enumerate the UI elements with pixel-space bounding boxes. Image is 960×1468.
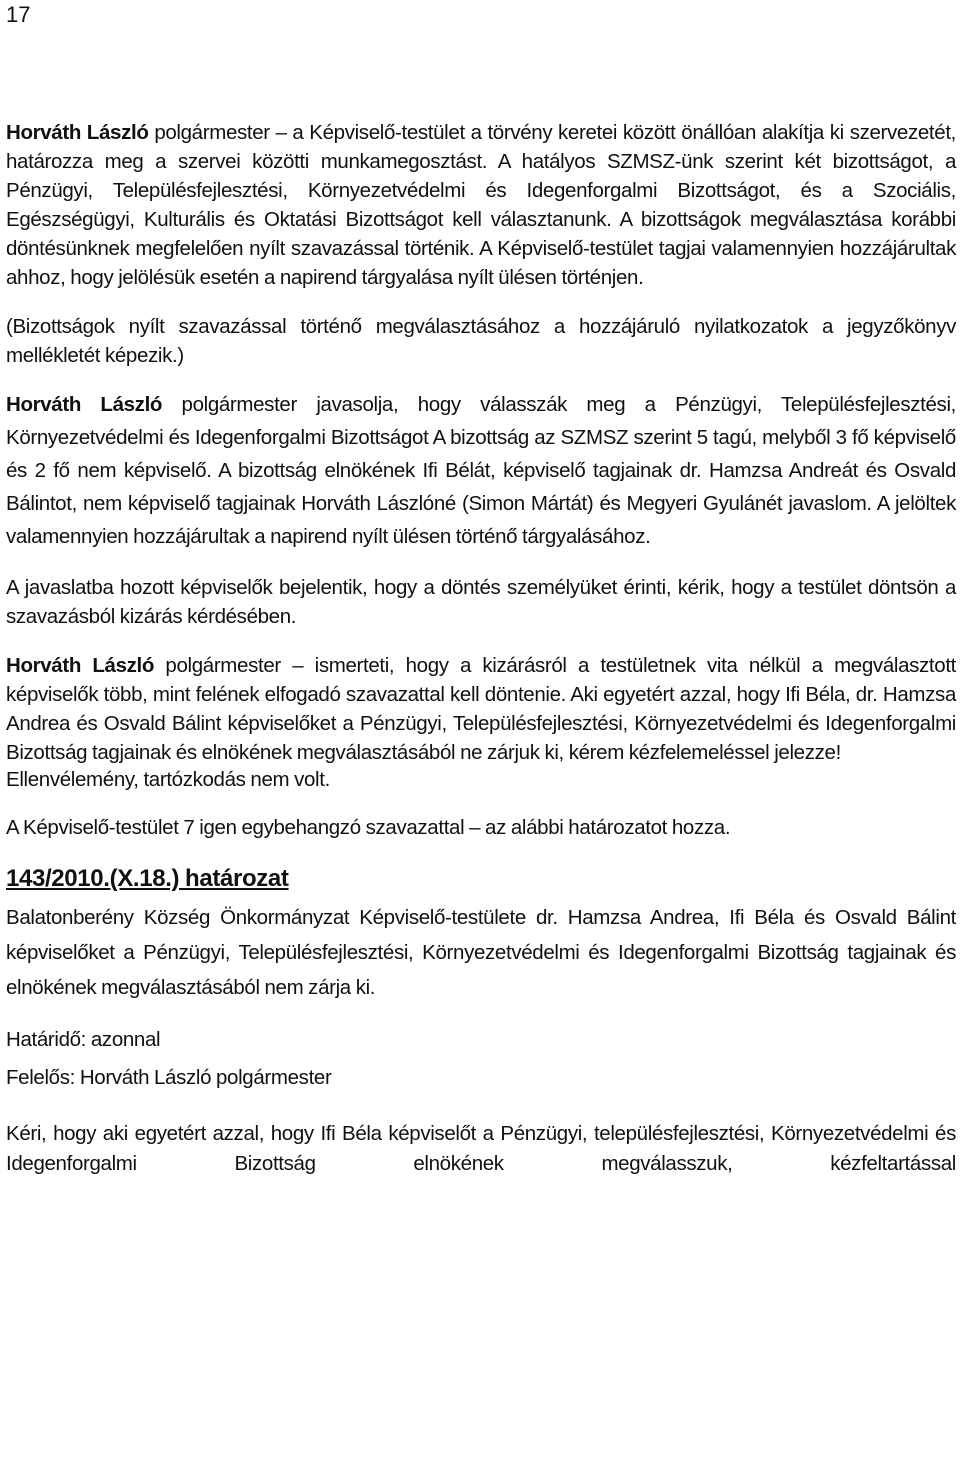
exclusion-explanation-text: polgármester – ismerteti, hogy a kizárásról a testületnek vita nélkül a megválasztott képviselők több, mint felének elfogadó szavazattal kell döntenie. Aki egyetért azzal, hogy Ifi Béla, dr. Hamzsa Andrea és Osvald Bálint képviselőket a Pénzügyi, Településfejlesztési, Környezetvédelmi és Idegenforgalmi Bizottság tagjainak és elnökének megválasztásából ne zárjuk ki, kérem kézfelemeléssel jelezze! (6, 654, 957, 764)
deadline-line: Határidő: azonnal (6, 1028, 161, 1051)
proposal-text: polgármester javasolja, hogy válasszák meg a Pénzügyi, Településfejlesztési, Környezetvédelmi és Idegenforgalmi Bizottságot A bizottság az SZMSZ szerint 5 tagú, melyből 3 fő képviselő és 2 fő nem képviselő. A bizottság elnökének Ifi Bélát, képviselő tagjainak dr. Hamzsa Andreát és Osvald Bálintot, nem képviselő tagjainak Horváth Lászlóné (Simon Mártát) és Megyeri Gyulánét javaslom. A jelöltek valamennyien hozzájárultak a napirend nyílt ülésen történő tárgyalásához. (6, 393, 956, 548)
document-body (6, 118, 956, 1179)
exclusion-explanation-paragraph (6, 651, 956, 767)
annex-note-paragraph: (Bizottságok nyílt szavazással történő megválasztásához a hozzájáruló nyilatkozatok a jegyzőkönyv mellékletét képezik.) (6, 315, 956, 367)
proposal-paragraph (6, 388, 956, 553)
page-number: 17 (6, 2, 31, 27)
speaker-name: Horváth László (6, 654, 155, 677)
speaker-name: Horváth László (6, 121, 149, 144)
intro-paragraph (6, 118, 956, 292)
resolution-text: Balatonberény Község Önkormányzat Képviselő-testülete dr. Hamzsa Andrea, Ifi Béla és Osvald Bálint képviselőket a Pénzügyi, Településfejlesztési, Környezetvédelmi és Idegenforgalmi Bizottság tagjainak és elnökének megválasztásából nem zárja ki. (6, 906, 956, 999)
affected-members-paragraph: A javaslatba hozott képviselők bejelentik, hogy a döntés személyüket érinti, kérik, hogy a testület döntsön a szavazásból kizárás kérdésében. (6, 576, 956, 628)
intro-text: polgármester – a Képviselő-testület a törvény keretei között önállóan alakítja ki szervezetét, határozza meg a szervei közötti munkamegosztást. A hatályos SZMSZ-ünk szerint két bizottságot, a Pénzügyi, Településfejlesztési, Környezetvédelmi és Idegenforgalmi Bizottságot, és a Szociális, Egészségügyi, Kulturális és Oktatási Bizottságot kell választanunk. A bizottságok megválasztása korábbi döntésünknek megfelelően nyílt szavazással történik. A Képviselő-testület tagjai valamennyien hozzájárultak ahhoz, hogy jelölésük esetén a napirend tárgyalása nyílt ülésen történjen. (6, 121, 957, 289)
exclusion-explanation-block (6, 651, 956, 793)
vote-result-paragraph: A Képviselő-testület 7 igen egybehangzó szavazattal – az alábbi határozatot hozza. (6, 816, 731, 839)
closing-request-paragraph: Kéri, hogy aki egyetért azzal, hogy Ifi Béla képviselőt a Pénzügyi, településfejlesztési, Környezetvédelmi és Idegenforgalmi Bizottság elnökének megválasszuk, kézfeltartással (6, 1122, 956, 1175)
responsible-line: Felelős: Horváth László polgármester (6, 1066, 332, 1089)
speaker-name: Horváth László (6, 393, 163, 416)
no-objection-line: Ellenvélemény, tartózkodás nem volt. (6, 768, 330, 791)
resolution-title: 143/2010.(X.18.) határozat (6, 865, 289, 892)
